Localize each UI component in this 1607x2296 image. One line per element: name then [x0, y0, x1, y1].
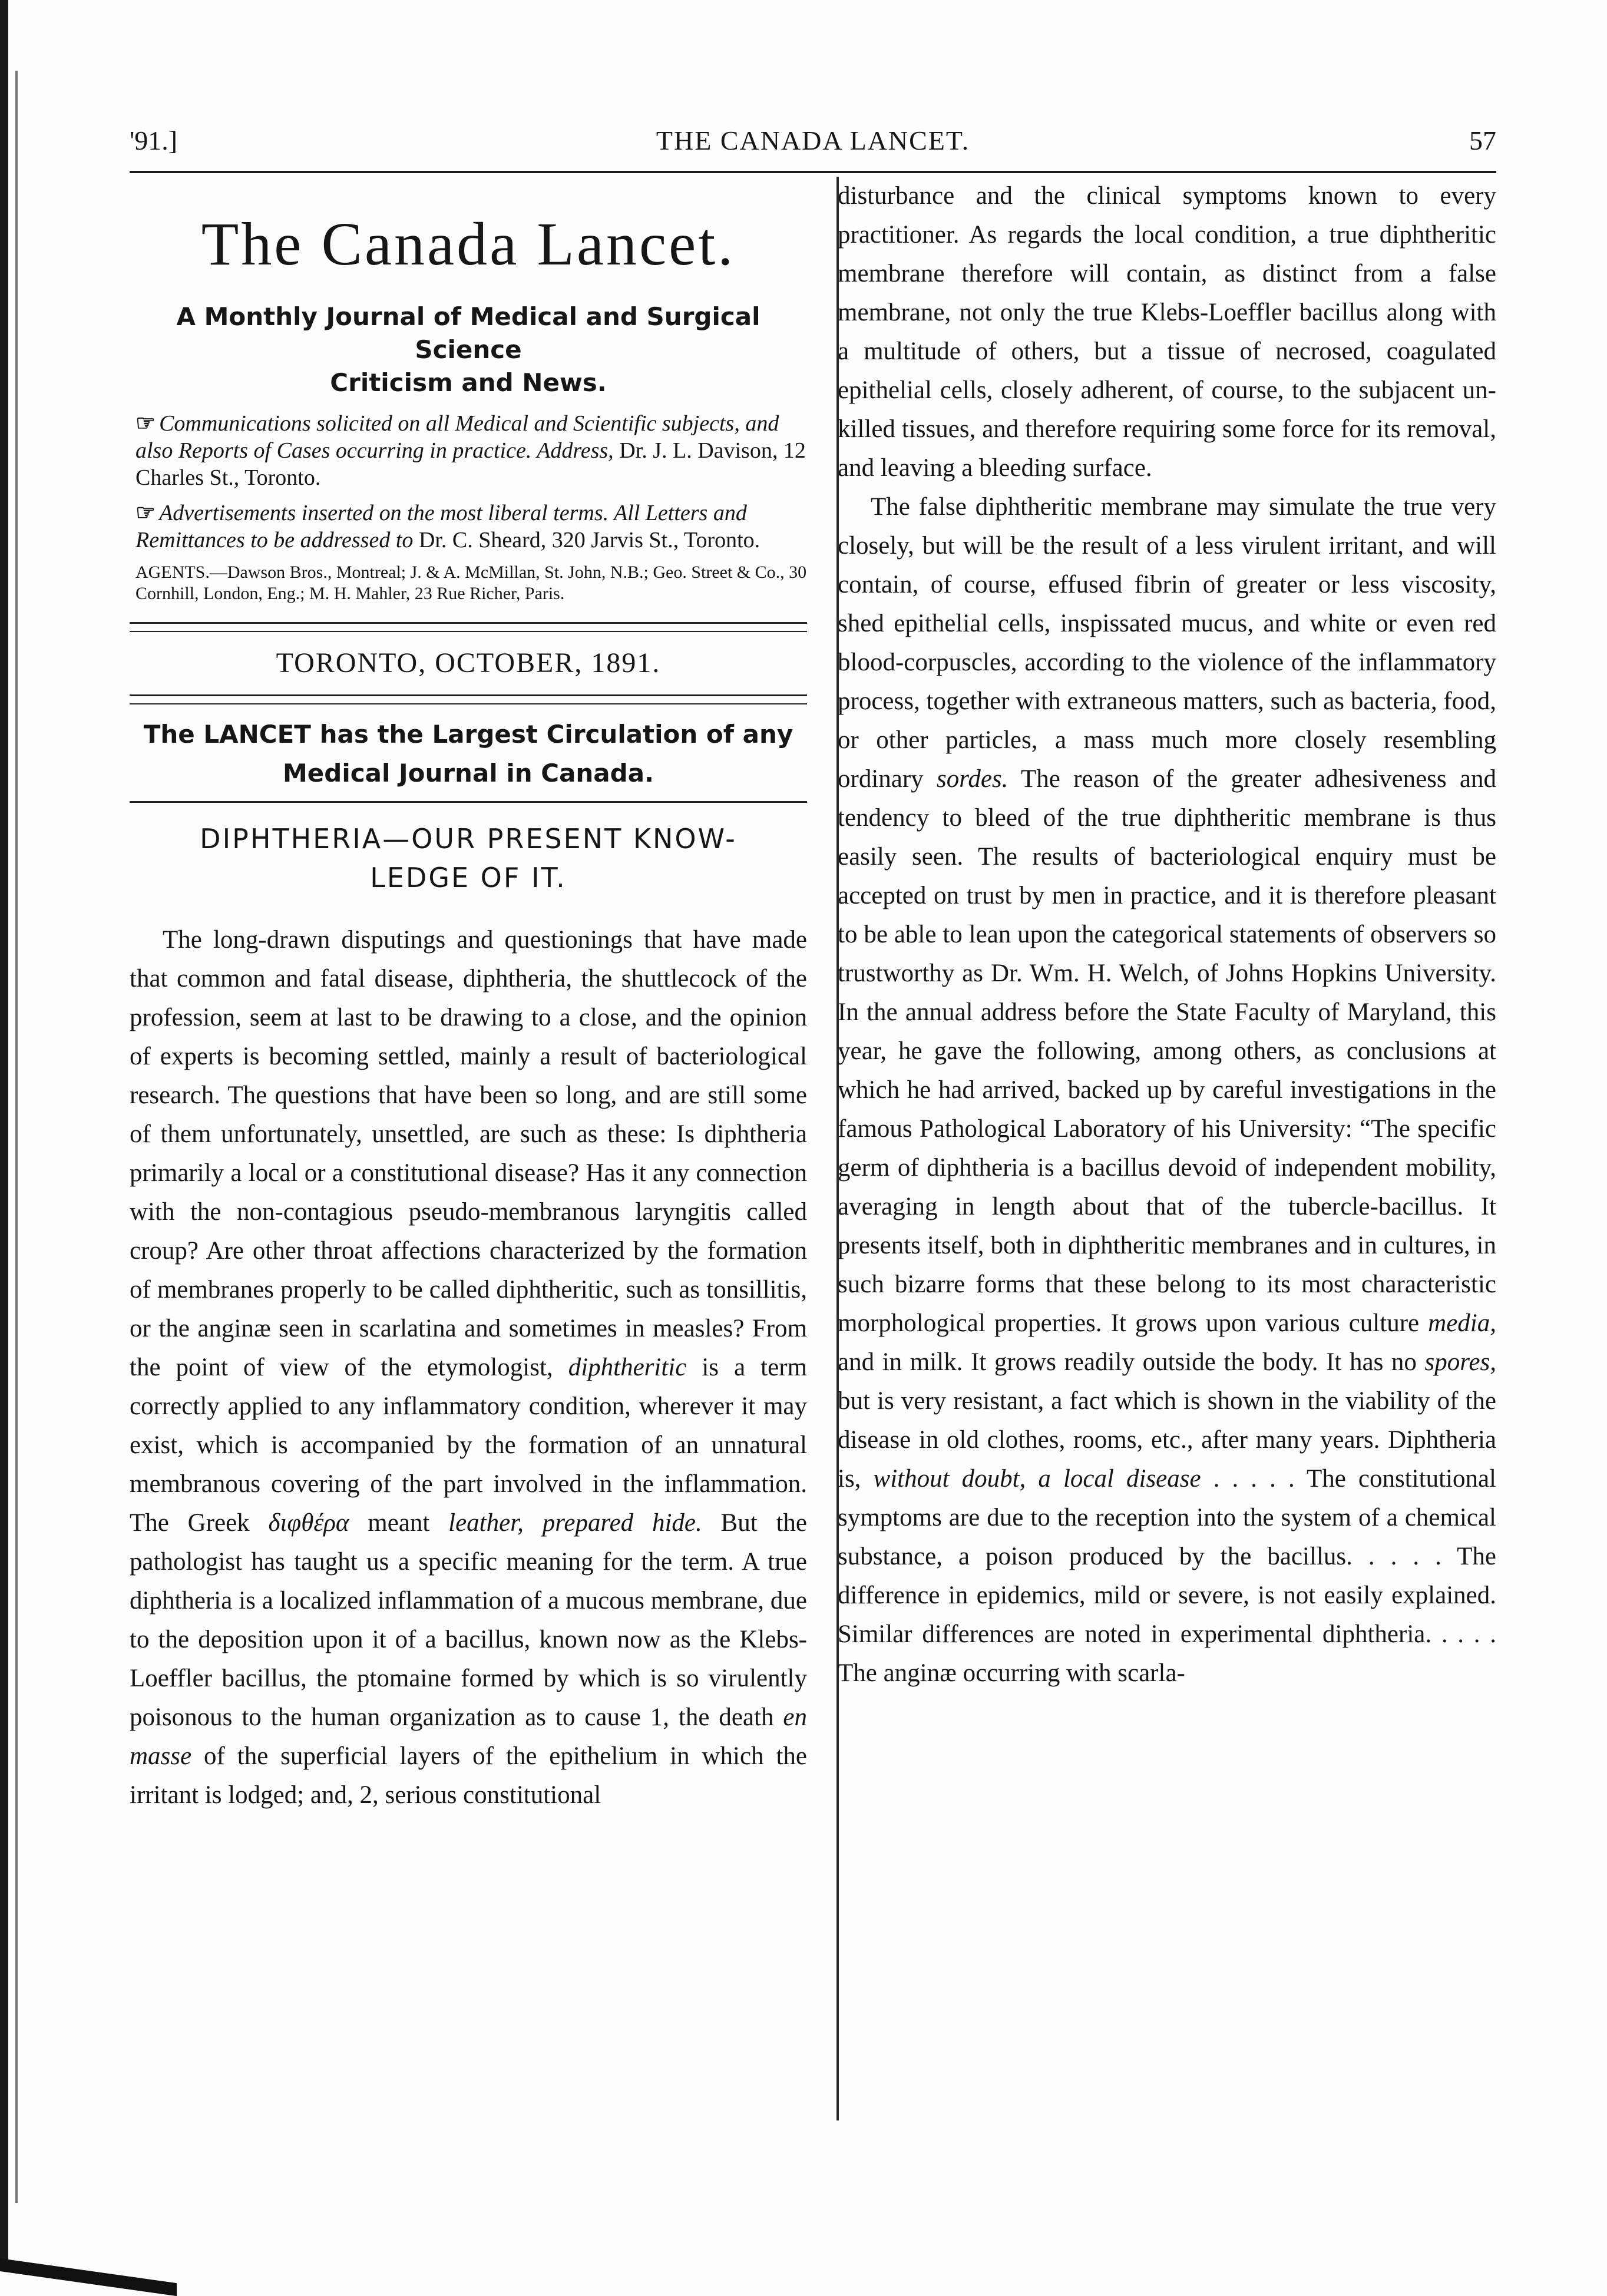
binding-shadow [15, 71, 18, 2203]
page-number: 57 [1469, 125, 1496, 156]
running-head [130, 118, 1496, 165]
masthead-subtitle-line1: A Monthly Journal of Medical and Surgical Science [176, 302, 760, 364]
double-rule [130, 622, 807, 632]
dateline: TORONTO, OCTOBER, 1891. [276, 647, 661, 679]
article-heading-line2: LEDGE OF IT. [370, 862, 567, 894]
masthead-subtitle [130, 300, 807, 399]
circulation-line1: The LANCET has the Largest Circulation of any [143, 720, 793, 749]
header-rule [130, 171, 1496, 173]
circulation-notice [130, 715, 807, 793]
advertisements-notice-text: Advertisements inserted on the most liberal terms. All Letters and Remittances to be addressed to [135, 501, 747, 553]
agents-notice: AGENTS.—Dawson Bros., Montreal; J. & A. McMillan, St. John, N.B.; Geo. Street & Co., 30 Cornhill, London, Eng.; M. H. Mahler, 23 Rue Richer, Paris. [135, 563, 807, 603]
article-paragraph: The long-drawn disputings and questionings that have made that common and fatal disease, diphtheria, the shuttlecock of the profession, seem at last to be drawing to a close, and the opinion of experts is becoming settled, mainly a result of bacteriological research. The questions that have been so long, and are still some of them unfortunately, unsettled, are such as these: Is diphtheria primarily a local or a constitutional disease? Has it any connection with the non-contagious pseudo-membranous laryngitis called croup? Are other throat affections characterized by the formation of membranes properly to be called diphtheritic, such as tonsillitis, or the anginæ seen in scarlatina and sometimes in measles? From the point of view of the etymologist, diphtheritic is a term correctly applied to any inflammatory condition, wherever it may exist, which is accompanied by the formation of an unnatural membranous covering of the part involved in the inflammation. The Greek διφθέρα meant leather, prepared hide. But the pathologist has taught us a specific meaning for the term. A true diphtheria is a localized inflammation of a mucous membrane, due to the deposition upon it of a bacillus, known now as the Klebs-Loeffler bacillus, the ptomaine formed by which is so virulently poisonous to the human organization as to cause 1, the death en masse of the superficial layers of the epithelium in which the irritant is lodged; and, 2, serious constitutional [130, 926, 807, 1809]
communications-address: Dr. J. L. Davison, 12 Charles St., Toronto. [135, 438, 806, 490]
right-column [819, 177, 1496, 1693]
masthead-title: The Canada Lancet. [201, 210, 736, 278]
article-heading-line1: DIPHTHERIA—OUR PRESENT KNOW- [200, 823, 737, 855]
right-column-body [819, 177, 1496, 1693]
article-paragraph: disturbance and the clinical symptoms known to every practitioner. As regards the local condition, a true diphtheritic membrane therefore will contain, as distinct from a false membrane, not only the true Klebs-Loeffler bacillus along with a multitude of others, but a tissue of necrosed, coagulated epithelial cells, closely adherent, of course, to the subjacent un-killed tissues, and therefore requiring some force for its removal, and leaving a bleeding surface. [838, 182, 1496, 482]
article-heading [130, 819, 807, 897]
article-paragraph: The false diphtheritic membrane may simulate the true very closely, but will be the result of a less virulent irritant, and will contain, of course, effused fibrin of greater or less viscosity, shed epithelial cells, inspissated mucus, and white or even red blood-corpuscles, according to the violence of the inflammatory process, together with extraneous matters, such as bacteria, food, or other particles, a mass much more closely resembling ordinary sordes. The reason of the greater adhesiveness and tendency to bleed of the true diphtheritic membrane is thus easily seen. The results of bacteriological enquiry must be accepted on trust by men in practice, and it is therefore pleasant to be able to lean upon the categorical statements of observers so trustworthy as Dr. Wm. H. Welch, of Johns Hopkins University. In the annual address before the State Faculty of Maryland, this year, he gave the following, among others, as conclusions at which he had arrived, backed up by careful investigations in the famous Pathological Laboratory of his University: “The specific germ of diphtheria is a bacillus devoid of independent mobility, averaging in length about that of the tubercle-bacillus. It presents itself, both in diphtheritic membranes and in cultures, in such bizarre forms that these belong to its most characteristic morphological properties. It grows upon various culture media, and in milk. It grows readily outside the body. It has no spores, but is very resistant, a fact which is shown in the viability of the disease in old clothes, rooms, etc., after many years. Diphtheria is, without doubt, a local disease . . . . . The constitutional symptoms are due to the reception into the system of a chemical substance, a poison produced by the bacillus. . . . . The difference in epidemics, mild or severe, is not easily explained. Similar differences are noted in experimental diphtheria. . . . . The anginæ occurring with scarla- [838, 493, 1496, 1687]
communications-notice [135, 410, 807, 491]
section-rule [130, 801, 807, 803]
binding-edge [0, 0, 8, 2271]
left-column [130, 177, 807, 1815]
page-corner-mark [0, 2258, 177, 2296]
communications-notice-text: Communications solicited on all Medical and Scientific subjects, and also Reports of Cases occurring in practice. Address, [135, 411, 779, 463]
running-head-title: THE CANADA LANCET. [656, 125, 970, 156]
masthead-subtitle-line2: Criticism and News. [330, 368, 607, 397]
circulation-line2: Medical Journal in Canada. [282, 759, 654, 788]
double-rule [130, 694, 807, 704]
running-head-year: '91.] [130, 125, 178, 156]
pointing-hand-icon: ☞ [135, 411, 156, 436]
advertisements-notice [135, 499, 807, 554]
advertisements-address: Dr. C. Sheard, 320 Jarvis St., Toronto. [418, 528, 760, 553]
pointing-hand-icon: ☞ [135, 501, 156, 525]
